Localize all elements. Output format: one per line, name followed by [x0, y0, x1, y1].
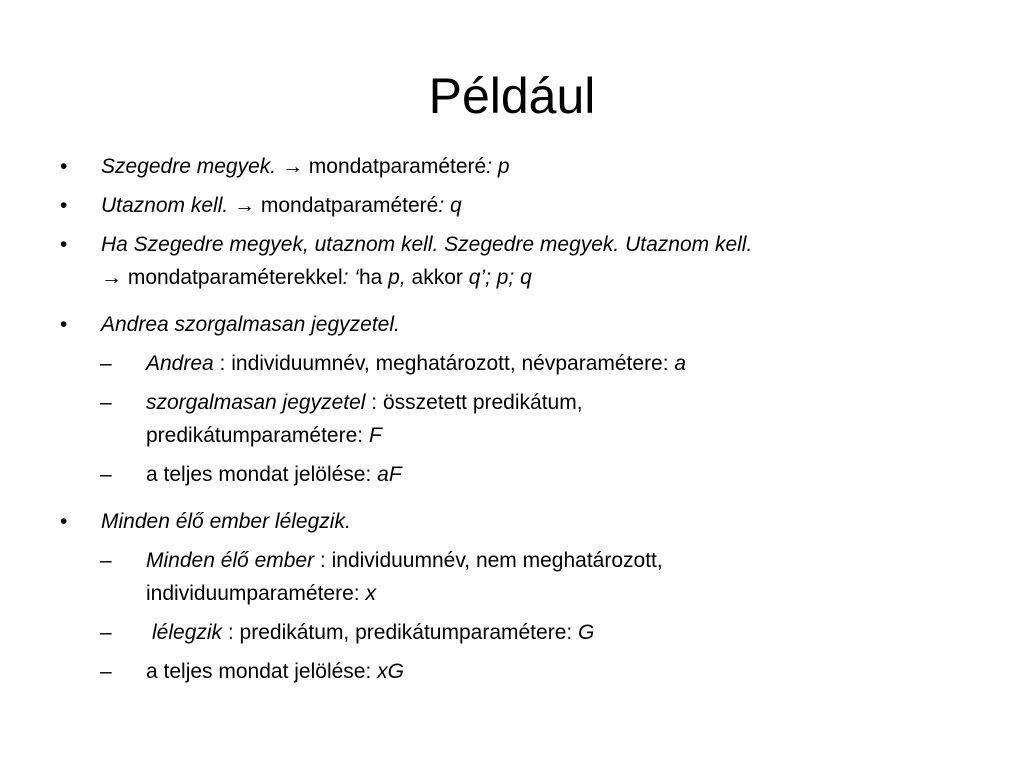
example-sentence: Szegedre megyek. — [101, 155, 277, 178]
example-sentence: Ha Szegedre megyek, utaznom kell. Szegedre megyek. Utaznom kell. — [101, 233, 753, 256]
list-item — [56, 150, 976, 183]
dash-marker: – — [100, 621, 112, 644]
item-text: → mondatparaméteré — [276, 155, 487, 178]
item-term: Andrea — [146, 352, 214, 375]
item-text: predikátumparamétere: — [146, 424, 369, 447]
item-text: → mondatparaméterekkel — [101, 266, 343, 289]
item-text: : individuumnév, meghatározott, névparamétere: — [213, 352, 675, 375]
item-param: a — [674, 352, 687, 375]
bullet-marker: • — [60, 194, 68, 217]
item-text: : individuumnév, nem meghatározott, — [314, 549, 663, 572]
item-param: x — [365, 582, 376, 605]
sub-list-item — [56, 386, 976, 452]
sub-list-item — [56, 655, 976, 688]
example-sentence: Utaznom kell. — [101, 194, 229, 217]
item-text: : predikátum, predikátumparamétere: — [222, 621, 579, 644]
item-param: G — [578, 621, 595, 644]
dash-marker: – — [100, 352, 112, 375]
sub-list-item — [56, 544, 976, 610]
list-item — [56, 228, 976, 294]
sub-list-item — [56, 458, 976, 491]
sub-list-item — [56, 616, 976, 649]
item-param: xG — [377, 660, 404, 683]
item-param: q’; p; q — [468, 266, 532, 289]
item-text: → mondatparaméteré — [228, 194, 439, 217]
item-text: a teljes mondat jelölése: — [146, 463, 378, 486]
list-item — [56, 505, 976, 538]
item-param: p, — [388, 266, 406, 289]
item-text: individuumparamétere: — [146, 582, 366, 605]
item-term: Minden élő ember — [146, 549, 315, 572]
item-text: a teljes mondat jelölése: — [146, 660, 378, 683]
bullet-marker: • — [60, 313, 68, 336]
dash-marker: – — [100, 391, 112, 414]
example-sentence: Andrea szorgalmasan jegyzetel. — [101, 313, 400, 336]
item-text: akkor — [405, 266, 469, 289]
sub-list-item — [56, 347, 976, 380]
item-param: : ‘ — [342, 266, 359, 289]
dash-marker: – — [100, 549, 112, 572]
item-param: : p — [486, 155, 510, 178]
item-text: ha — [358, 266, 389, 289]
item-term: lélegzik — [152, 621, 223, 644]
item-text: : összetett predikátum, — [365, 391, 583, 414]
example-sentence: Minden élő ember lélegzik. — [101, 510, 351, 533]
item-term: szorgalmasan jegyzetel — [146, 391, 366, 414]
list-item — [56, 308, 976, 341]
dash-marker: – — [100, 463, 112, 486]
bullet-marker: • — [60, 155, 68, 178]
dash-marker: – — [100, 660, 112, 683]
slide-title: Például — [428, 68, 596, 124]
list-item — [56, 189, 976, 222]
bullet-marker: • — [60, 233, 68, 256]
slide-body — [56, 150, 976, 688]
item-param: aF — [377, 463, 402, 486]
item-param: F — [368, 424, 382, 447]
bullet-marker: • — [60, 510, 68, 533]
item-param: : q — [438, 194, 462, 217]
